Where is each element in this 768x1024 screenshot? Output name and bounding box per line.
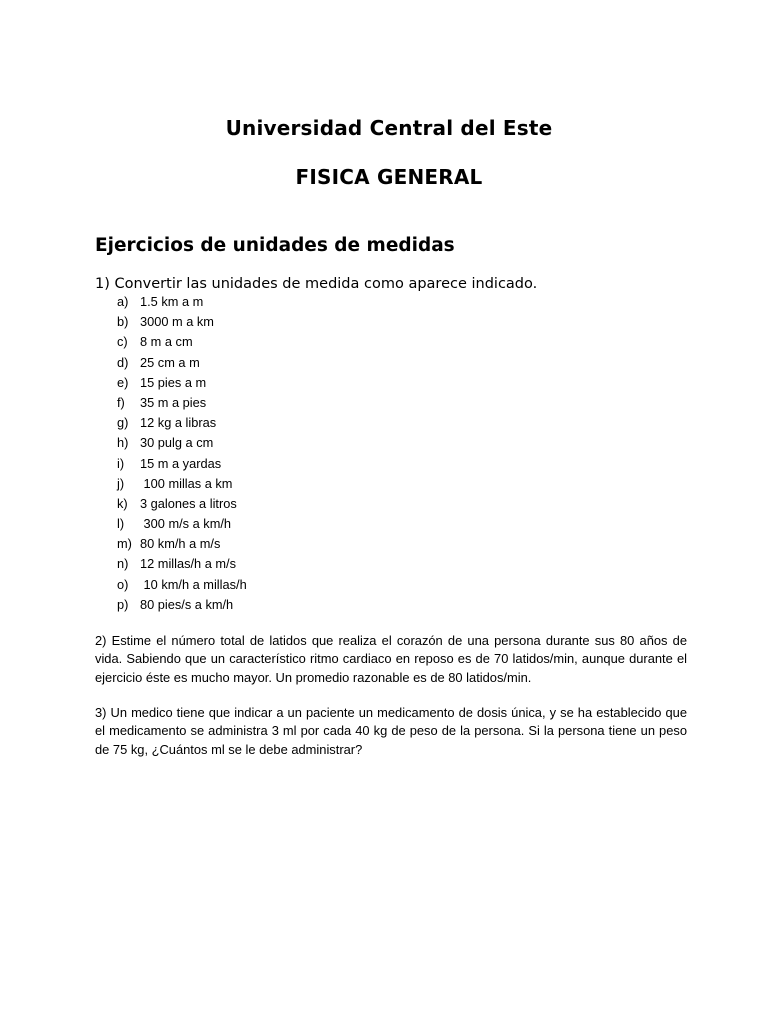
item-letter: p) (117, 596, 129, 612)
list-item (117, 413, 247, 433)
list-item (117, 514, 247, 534)
item-text: 12 millas/h a m/s (140, 556, 237, 572)
list-item (117, 534, 247, 554)
item-text: 15 pies a m (140, 374, 207, 390)
item-letter: h) (117, 435, 129, 451)
university-title: Universidad Central del Este (225, 116, 553, 140)
list-item (117, 433, 247, 453)
item-letter: a) (117, 294, 129, 309)
item-text: 12 kg a libras (140, 415, 217, 431)
item-letter: l) (117, 516, 125, 532)
list-item (117, 494, 247, 514)
list-item (117, 474, 247, 494)
item-text: 10 km/h a millas/h (140, 576, 247, 592)
question-1-instruction: 1) Convertir las unidades de medida como aparece indicado. (95, 276, 538, 292)
question-3-text: 3) Un medico tiene que indicar a un paciente un medicamento de dosis única, y se ha establecido que el medicamento se administra 3 ml por cada 40 kg de peso de la persona. Si la persona tiene un peso de 75 kg, ¿Cuántos ml se le debe administrar? (95, 705, 687, 757)
item-text: 3 galones a litros (140, 495, 237, 511)
item-letter: g) (117, 415, 129, 431)
item-letter: j) (117, 475, 125, 491)
item-letter: n) (117, 556, 129, 572)
item-letter: k) (117, 495, 128, 511)
course-title: FISICA GENERAL (295, 165, 483, 189)
item-text: 15 m a yardas (140, 455, 222, 471)
section-heading: Ejercicios de unidades de medidas (95, 235, 455, 256)
list-item (117, 595, 247, 615)
list-item (117, 554, 247, 574)
item-letter: m) (117, 536, 132, 552)
list-item (117, 353, 247, 373)
list-item (117, 393, 247, 413)
item-text: 30 pulg a cm (140, 435, 214, 451)
item-text: 80 pies/s a km/h (140, 596, 234, 612)
item-letter: i) (117, 455, 125, 471)
item-text: 80 km/h a m/s (140, 536, 221, 552)
item-text: 300 m/s a km/h (140, 516, 232, 532)
item-letter: f) (117, 394, 125, 410)
item-text: 100 millas a km (140, 475, 233, 491)
item-letter: e) (117, 374, 129, 390)
list-item (117, 312, 247, 332)
item-letter: c) (117, 334, 128, 350)
list-item (117, 373, 247, 393)
item-text: 8 m a cm (140, 334, 193, 350)
list-item (117, 575, 247, 595)
question-2-text: 2) Estime el número total de latidos que realiza el corazón de una persona durante sus 80 años de vida. Sabiendo que un característico ritmo cardiaco en reposo es de 70 latidos/min, aunque durante el ejercicio éste es mucho mayor. Un promedio razonable es de 80 latidos/min. (95, 633, 687, 685)
item-text: 25 cm a m (140, 354, 200, 370)
conversion-exercise-list (117, 292, 247, 615)
item-text: 35 m a pies (140, 394, 207, 410)
item-letter: d) (117, 354, 129, 370)
list-item (117, 332, 247, 352)
list-item (117, 292, 247, 312)
item-letter: b) (117, 314, 129, 330)
item-text: 1.5 km a m (140, 294, 204, 309)
item-letter: o) (117, 576, 129, 592)
item-text: 3000 m a km (140, 314, 214, 330)
list-item (117, 454, 247, 474)
